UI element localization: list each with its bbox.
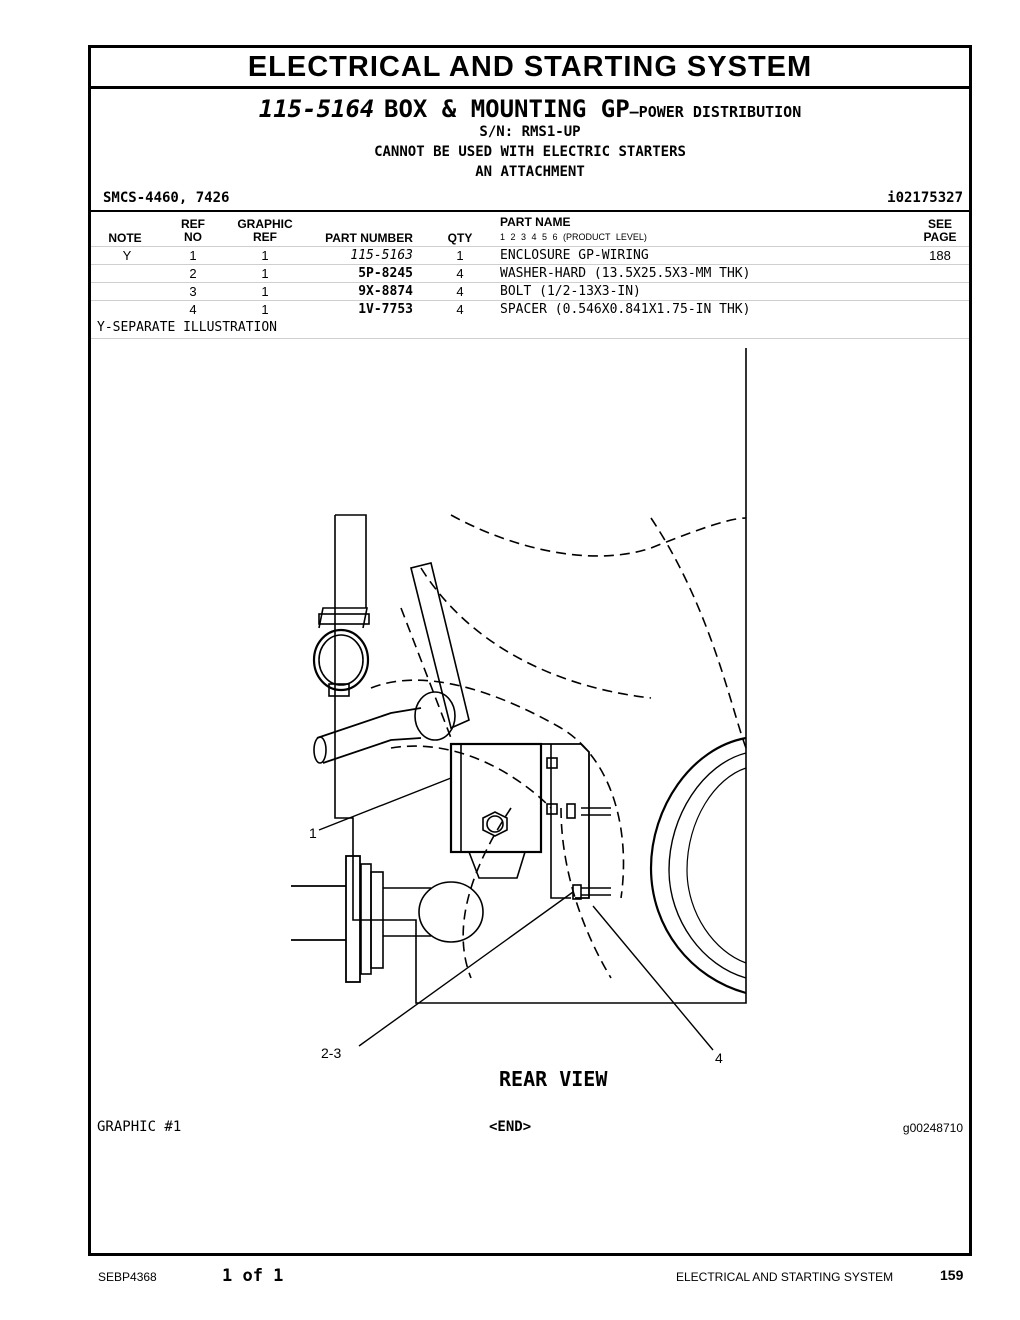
row-graphic-ref: 1 xyxy=(261,248,269,263)
row-graphic-ref: 1 xyxy=(261,302,269,317)
row-part-number: 1V-7753 xyxy=(358,302,413,317)
illustration-id: i02175327 xyxy=(887,190,963,206)
row-note: Y xyxy=(122,248,132,263)
row-part-number: 5P-8245 xyxy=(358,266,413,281)
footnote: Y-SEPARATE ILLUSTRATION xyxy=(97,320,278,335)
row-ref: 4 xyxy=(189,302,197,317)
parts-illustration xyxy=(91,48,969,1253)
row-graphic-ref: 1 xyxy=(261,266,269,281)
row-part-number: 9X-8874 xyxy=(358,284,413,299)
row-qty: 4 xyxy=(456,266,464,281)
product-levels: 1 2 3 4 5 6 (PRODUCT LEVEL) xyxy=(500,232,647,242)
row-qty: 4 xyxy=(456,284,464,299)
row-graphic-ref: 1 xyxy=(261,284,269,299)
footer-doc-number: SEBP4368 xyxy=(98,1270,157,1284)
clamp-tube-shape xyxy=(314,630,368,690)
page-frame xyxy=(88,45,972,1256)
row-part-number: 115-5163 xyxy=(350,248,413,263)
row-part-name: ENCLOSURE GP-WIRING xyxy=(500,248,649,263)
row-see-page: 188 xyxy=(929,248,951,263)
group-note-1: CANNOT BE USED WITH ELECTRIC STARTERS xyxy=(374,144,686,160)
row-ref: 2 xyxy=(189,266,197,281)
group-part-number: 115-5164 xyxy=(258,95,375,123)
col-note: NOTE xyxy=(108,231,142,245)
row-ref: 3 xyxy=(189,284,197,299)
col-ref-no: REF NO xyxy=(181,217,205,244)
col-qty: QTY xyxy=(447,231,473,245)
footer-section: ELECTRICAL AND STARTING SYSTEM xyxy=(676,1270,894,1284)
col-part-number: PART NUMBER xyxy=(325,231,413,245)
row-part-name: BOLT (1/2-13X3-IN) xyxy=(500,284,641,299)
footer-page-number: 159 xyxy=(940,1267,964,1283)
group-subtitle: —POWER DISTRIBUTION xyxy=(629,103,802,121)
row-part-name: SPACER (0.546X0.841X1.75-IN THK) xyxy=(500,302,751,317)
col-graphic-ref: GRAPHIC REF xyxy=(237,217,293,244)
end-marker: <END> xyxy=(489,1119,532,1135)
group-note-2: AN ATTACHMENT xyxy=(475,164,585,180)
col-see-page: SEE PAGE xyxy=(923,217,957,244)
serial-number: S/N: RMS1-UP xyxy=(479,124,581,140)
housing-outline-shape xyxy=(335,348,746,1003)
smcs-code: SMCS-4460, 7426 xyxy=(103,190,230,206)
graphic-id: g00248710 xyxy=(902,1121,963,1135)
callout-4: 4 xyxy=(715,1050,723,1066)
callout-1: 1 xyxy=(309,825,317,841)
view-caption: REAR VIEW xyxy=(499,1067,608,1091)
row-qty: 1 xyxy=(456,248,464,263)
row-part-name: WASHER-HARD (13.5X25.5X3-MM THK) xyxy=(500,266,751,281)
group-name: BOX & MOUNTING GP xyxy=(384,95,630,123)
callout-2-3: 2-3 xyxy=(321,1045,342,1061)
col-part-name: PART NAME xyxy=(500,215,571,229)
graphic-label: GRAPHIC #1 xyxy=(97,1119,182,1135)
footer-page-of: 1 of 1 xyxy=(222,1266,284,1286)
section-title: ELECTRICAL AND STARTING SYSTEM xyxy=(91,48,969,89)
row-qty: 4 xyxy=(456,302,464,317)
row-ref: 1 xyxy=(189,248,197,263)
